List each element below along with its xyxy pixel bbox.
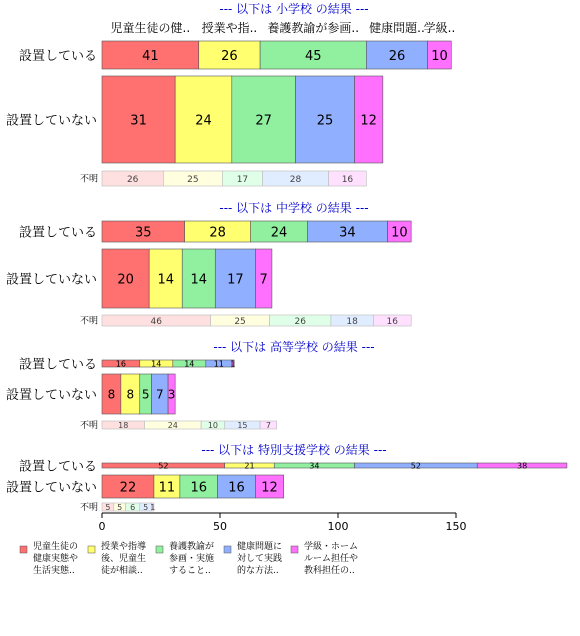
data-label: 10 bbox=[391, 225, 408, 241]
legend-label: 児童生徒の bbox=[33, 542, 79, 552]
row-label: 設置している bbox=[18, 357, 97, 373]
panel-title-4: --- 以下は 特別支援学校 の結果 --- bbox=[201, 443, 387, 457]
row-label: 設置していない bbox=[5, 272, 97, 288]
row-label: 不明 bbox=[79, 174, 98, 185]
data-label: 16 bbox=[115, 359, 126, 369]
legend-label: すること.. bbox=[169, 566, 211, 576]
data-label: 34 bbox=[309, 461, 320, 471]
data-label: 28 bbox=[209, 225, 226, 241]
x-tick-label: 100 bbox=[327, 520, 349, 533]
column-header-2: 授業や指.. bbox=[201, 21, 258, 35]
data-label: 24 bbox=[167, 420, 178, 430]
data-label: 14 bbox=[151, 359, 162, 369]
row-label: 不明 bbox=[79, 421, 98, 431]
data-label: 31 bbox=[130, 113, 147, 129]
data-label: 46 bbox=[150, 316, 163, 327]
data-label: 28 bbox=[289, 174, 302, 185]
data-label: 52 bbox=[410, 461, 421, 471]
data-label: 52 bbox=[158, 461, 169, 471]
row-label: 不明 bbox=[79, 503, 98, 513]
data-label: 11 bbox=[158, 480, 176, 496]
data-label: 18 bbox=[118, 420, 129, 430]
panel-title-1: --- 以下は 小学校 の結果 --- bbox=[219, 2, 369, 16]
row-label: 設置していない bbox=[5, 388, 97, 403]
data-label: 5 bbox=[105, 502, 111, 512]
legend-label: 対して実践 bbox=[237, 554, 283, 564]
column-header-5: 学級.. bbox=[423, 21, 456, 35]
data-label: 25 bbox=[234, 316, 246, 327]
legend-swatch bbox=[156, 546, 163, 553]
legend-label: 的な方法.. bbox=[237, 566, 279, 576]
data-label: 16 bbox=[386, 316, 399, 327]
data-label: 25 bbox=[316, 113, 334, 129]
data-label: 5 bbox=[117, 502, 123, 512]
data-label: 14 bbox=[157, 272, 174, 288]
data-label: 26 bbox=[388, 48, 406, 64]
data-label: 1 bbox=[150, 502, 156, 512]
legend-label: 後、児童生 bbox=[101, 554, 147, 564]
column-header-1: 児童生徒の健.. bbox=[110, 21, 191, 35]
data-label: 8 bbox=[107, 387, 116, 402]
data-label: 38 bbox=[516, 461, 528, 471]
legend-swatch bbox=[291, 546, 298, 553]
legend-swatch bbox=[88, 546, 95, 553]
legend-label: 養護教諭が bbox=[169, 542, 215, 552]
legend-label: 参画・実施 bbox=[169, 554, 215, 564]
data-label: 25 bbox=[187, 174, 199, 185]
data-label: 26 bbox=[221, 48, 238, 64]
legend-label: 授業や指導 bbox=[101, 542, 147, 552]
column-header-4: 健康問題.. bbox=[369, 21, 425, 35]
data-label: 3 bbox=[167, 387, 176, 402]
row-label: 設置している bbox=[18, 49, 97, 64]
legend-label: 徒が相談.. bbox=[101, 566, 143, 576]
row-label: 設置している bbox=[18, 459, 97, 475]
legend-label: 生活実態.. bbox=[33, 566, 75, 576]
data-label: 5 bbox=[143, 502, 149, 512]
data-label: 22 bbox=[119, 480, 137, 496]
data-label: 27 bbox=[255, 113, 272, 129]
panel-title-3: --- 以下は 高等学校 の結果 --- bbox=[213, 340, 375, 354]
data-label: 24 bbox=[270, 225, 288, 241]
data-label: 26 bbox=[294, 316, 306, 327]
legend-label: 学級・ホーム bbox=[304, 542, 359, 552]
row-label: 不明 bbox=[79, 316, 98, 327]
data-label: 17 bbox=[227, 272, 244, 288]
data-label: 6 bbox=[130, 502, 136, 512]
row-label: 設置している bbox=[18, 225, 97, 241]
data-label: 16 bbox=[228, 480, 245, 496]
data-label: 20 bbox=[117, 272, 134, 288]
legend-label: 教科担任の.. bbox=[304, 566, 355, 576]
data-label: 15 bbox=[237, 420, 248, 430]
data-label: 5 bbox=[141, 387, 150, 402]
data-label: 11 bbox=[213, 359, 224, 369]
data-label: 17 bbox=[236, 174, 249, 185]
data-label: 10 bbox=[207, 420, 219, 430]
data-label: 41 bbox=[142, 48, 159, 64]
data-label: 7 bbox=[155, 387, 164, 402]
legend-label: 健康問題に bbox=[237, 542, 283, 552]
x-tick-label: 150 bbox=[445, 520, 467, 533]
data-label: 16 bbox=[190, 480, 208, 496]
data-label: 7 bbox=[265, 420, 271, 430]
x-tick-label: 0 bbox=[98, 520, 106, 533]
data-label: 24 bbox=[195, 113, 212, 129]
data-label: 21 bbox=[244, 461, 255, 471]
data-label: 45 bbox=[304, 48, 322, 64]
data-label: 26 bbox=[126, 174, 139, 185]
data-label: 12 bbox=[360, 113, 377, 129]
column-header-3: 養護教諭が参画.. bbox=[267, 21, 360, 35]
data-label: 10 bbox=[431, 48, 448, 64]
data-label: 16 bbox=[341, 174, 354, 185]
data-label: 35 bbox=[135, 225, 152, 241]
row-label: 設置していない bbox=[5, 480, 97, 496]
data-label: 12 bbox=[261, 480, 278, 496]
legend-swatch bbox=[224, 546, 231, 553]
data-label: 14 bbox=[190, 272, 208, 288]
data-label: 34 bbox=[339, 225, 356, 241]
legend-label: ルーム担任や bbox=[304, 554, 359, 564]
x-tick-label: 50 bbox=[213, 520, 227, 533]
legend-label: 健康実態や bbox=[33, 554, 79, 564]
data-label: 14 bbox=[184, 359, 195, 369]
row-label: 設置していない bbox=[5, 113, 97, 129]
panel-title-2: --- 以下は 中学校 の結果 --- bbox=[219, 201, 369, 215]
data-label: 18 bbox=[346, 316, 358, 327]
legend-swatch bbox=[20, 546, 27, 553]
data-label: 1 bbox=[230, 359, 236, 369]
data-label: 7 bbox=[259, 272, 268, 288]
data-label: 8 bbox=[126, 387, 135, 402]
